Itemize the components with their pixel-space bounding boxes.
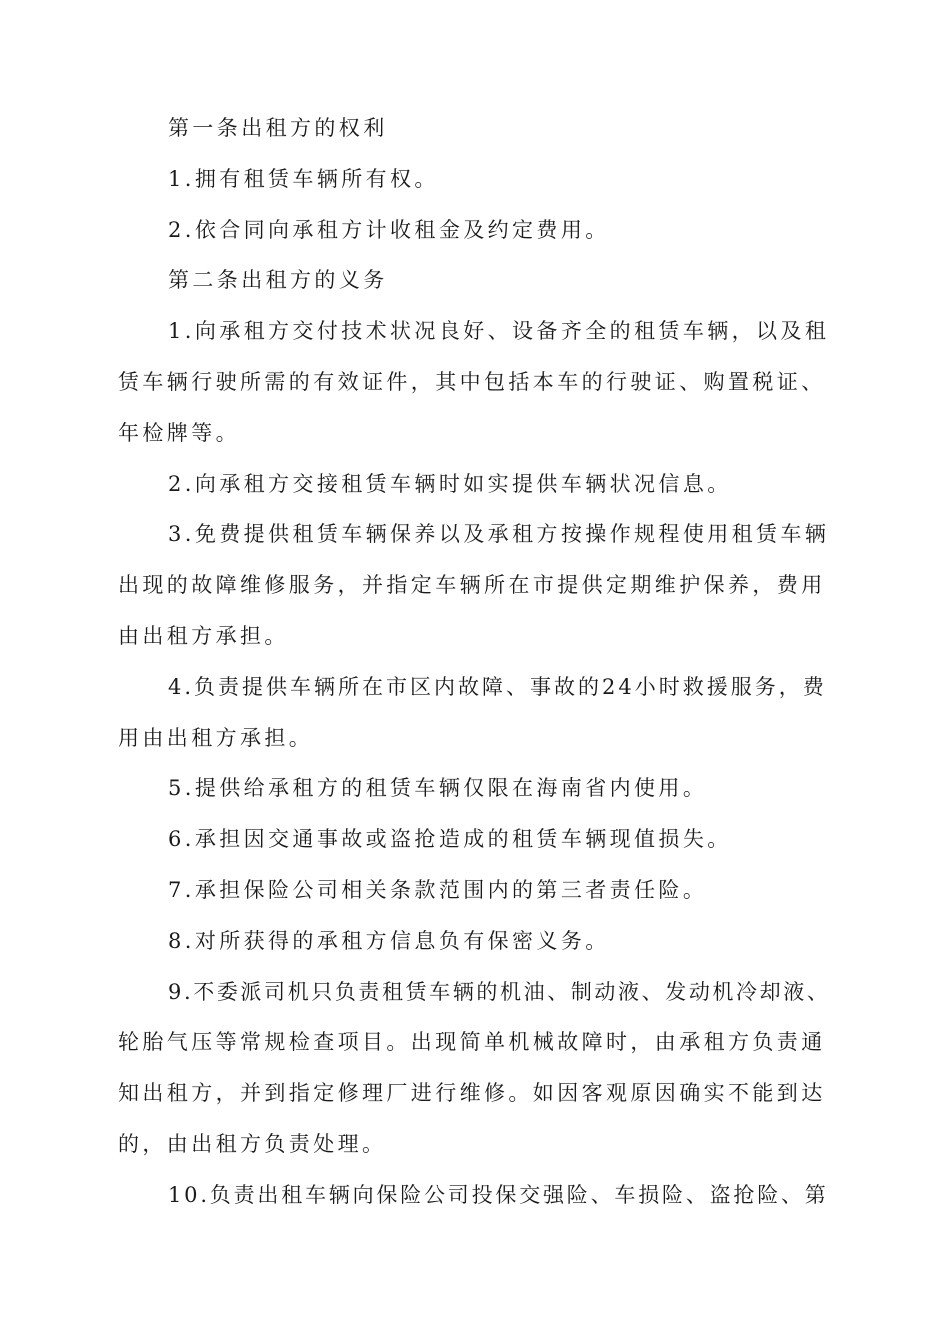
text-line: 年检牌等。 xyxy=(118,420,240,445)
text-line: 1.拥有租赁车辆所有权。 xyxy=(168,166,439,191)
text-line: 10.负责出租车辆向保险公司投保交强险、车损险、盗抢险、第 xyxy=(168,1182,829,1207)
text-line: 第二条出租方的义务 xyxy=(168,268,388,293)
text-line: 5.提供给承租方的租赁车辆仅限在海南省内使用。 xyxy=(168,776,708,801)
text-line: 7.承担保险公司相关条款范围内的第三者责任险。 xyxy=(168,877,708,902)
text-line: 用由出租方承担。 xyxy=(118,725,314,750)
text-line: 赁车辆行驶所需的有效证件，其中包括本车的行驶证、购置税证、 xyxy=(118,369,826,394)
text-line: 的，由出租方负责处理。 xyxy=(118,1131,387,1156)
text-line: 第一条出租方的权利 xyxy=(168,116,388,140)
text-line: 4.负责提供车辆所在市区内故障、事故的24小时救援服务，费 xyxy=(168,674,827,699)
text-line: 2.向承租方交接租赁车辆时如实提供车辆状况信息。 xyxy=(168,471,732,496)
text-line: 8.对所获得的承租方信息负有保密义务。 xyxy=(168,928,610,953)
text-line: 9.不委派司机只负责租赁车辆的机油、制动液、发动机冷却液、 xyxy=(168,979,831,1004)
text-line: 出现的故障维修服务，并指定车辆所在市提供定期维护保养，费用 xyxy=(118,573,826,598)
text-line: 6.承担因交通事故或盗抢造成的租赁车辆现值损失。 xyxy=(168,827,732,852)
text-line: 由出租方承担。 xyxy=(118,623,289,648)
text-line: 1.向承租方交付技术状况良好、设备齐全的租赁车辆，以及租 xyxy=(168,319,830,344)
text-line: 知出租方，并到指定修理厂进行维修。如因客观原因确实不能到达 xyxy=(118,1081,826,1106)
text-line: 轮胎气压等常规检查项目。出现简单机械故障时，由承租方负责通 xyxy=(118,1030,826,1055)
text-line: 3.免费提供租赁车辆保养以及承租方按操作规程使用租赁车辆 xyxy=(168,522,830,547)
document-body xyxy=(118,103,832,1221)
text-line: 2.依合同向承租方计收租金及约定费用。 xyxy=(168,217,610,242)
